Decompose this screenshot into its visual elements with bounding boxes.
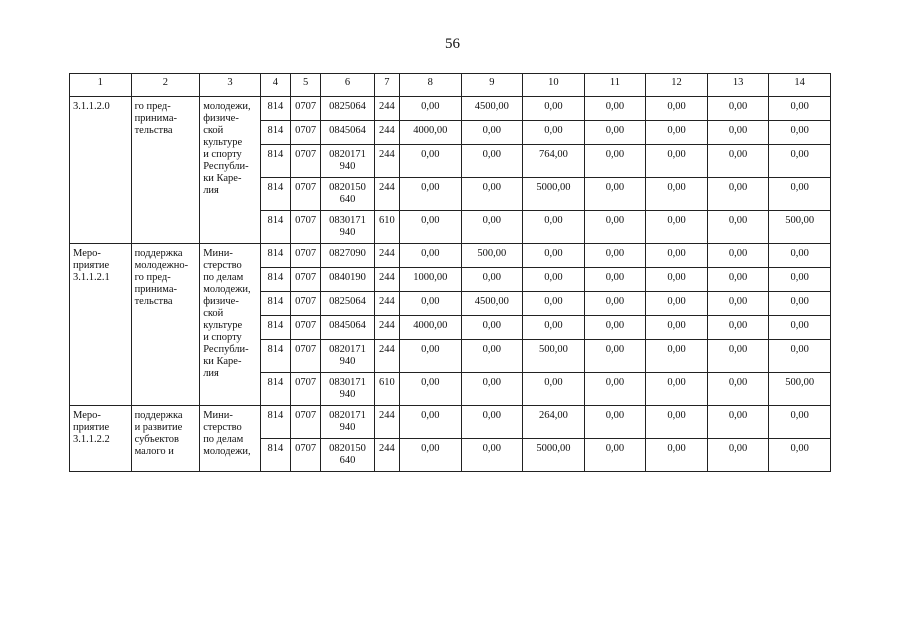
amount-cell-col-11: 0,00 [584, 292, 646, 316]
amount-cell-col-8: 0,00 [399, 406, 461, 439]
amount-cell-col-12: 0,00 [646, 292, 708, 316]
target-article-cell: 0820150 640 [321, 178, 374, 211]
amount-cell-col-11: 0,00 [584, 97, 646, 121]
amount-cell-col-13: 0,00 [707, 406, 769, 439]
amount-cell-col-8: 1000,00 [399, 268, 461, 292]
column-header-9: 9 [461, 74, 523, 97]
amount-cell-col-11: 0,00 [584, 178, 646, 211]
target-article-cell: 0825064 [321, 97, 374, 121]
amount-cell-col-9: 0,00 [461, 373, 523, 406]
section-code-cell: 0707 [291, 178, 321, 211]
expense-type-cell: 244 [374, 121, 399, 145]
amount-cell-col-10: 5000,00 [523, 178, 585, 211]
amount-cell-col-10: 0,00 [523, 211, 585, 244]
amount-cell-col-14: 0,00 [769, 292, 831, 316]
executor-cell: молодежи, физиче- ской культуре и спорту Республи- ки Каре- лия [200, 97, 261, 244]
column-header-7: 7 [374, 74, 399, 97]
amount-cell-col-10: 500,00 [523, 340, 585, 373]
column-header-3: 3 [200, 74, 261, 97]
column-header-11: 11 [584, 74, 646, 97]
amount-cell-col-10: 5000,00 [523, 439, 585, 472]
budget-admin-code-cell: 814 [260, 145, 290, 178]
budget-admin-code-cell: 814 [260, 211, 290, 244]
section-code-cell: 0707 [291, 340, 321, 373]
section-code-cell: 0707 [291, 373, 321, 406]
event-code-cell: 3.1.1.2.0 [70, 97, 132, 244]
amount-cell-col-12: 0,00 [646, 211, 708, 244]
amount-cell-col-8: 0,00 [399, 97, 461, 121]
section-code-cell: 0707 [291, 121, 321, 145]
amount-cell-col-14: 500,00 [769, 373, 831, 406]
amount-cell-col-10: 264,00 [523, 406, 585, 439]
column-header-5: 5 [291, 74, 321, 97]
amount-cell-col-12: 0,00 [646, 121, 708, 145]
amount-cell-col-11: 0,00 [584, 121, 646, 145]
amount-cell-col-10: 0,00 [523, 121, 585, 145]
column-header-4: 4 [260, 74, 290, 97]
table-body [70, 97, 831, 472]
amount-cell-col-12: 0,00 [646, 373, 708, 406]
amount-cell-col-10: 0,00 [523, 268, 585, 292]
column-header-14: 14 [769, 74, 831, 97]
amount-cell-col-9: 0,00 [461, 340, 523, 373]
expense-type-cell: 244 [374, 145, 399, 178]
target-article-cell: 0820171 940 [321, 145, 374, 178]
expense-type-cell: 244 [374, 97, 399, 121]
target-article-cell: 0830171 940 [321, 373, 374, 406]
expense-type-cell: 244 [374, 268, 399, 292]
amount-cell-col-12: 0,00 [646, 244, 708, 268]
amount-cell-col-11: 0,00 [584, 211, 646, 244]
header-row [70, 74, 831, 97]
amount-cell-col-13: 0,00 [707, 121, 769, 145]
event-code-cell: Меро- приятие 3.1.1.2.2 [70, 406, 132, 472]
table-row [70, 97, 831, 121]
amount-cell-col-11: 0,00 [584, 373, 646, 406]
amount-cell-col-10: 0,00 [523, 244, 585, 268]
target-article-cell: 0845064 [321, 121, 374, 145]
column-header-8: 8 [399, 74, 461, 97]
amount-cell-col-13: 0,00 [707, 145, 769, 178]
amount-cell-col-13: 0,00 [707, 244, 769, 268]
column-header-12: 12 [646, 74, 708, 97]
amount-cell-col-8: 0,00 [399, 244, 461, 268]
expense-type-cell: 244 [374, 439, 399, 472]
section-code-cell: 0707 [291, 439, 321, 472]
amount-cell-col-13: 0,00 [707, 373, 769, 406]
amount-cell-col-11: 0,00 [584, 406, 646, 439]
event-name-cell: поддержка молодежно- го пред- принима- тельства [131, 244, 200, 406]
amount-cell-col-8: 0,00 [399, 178, 461, 211]
expense-type-cell: 244 [374, 340, 399, 373]
amount-cell-col-14: 0,00 [769, 316, 831, 340]
section-code-cell: 0707 [291, 316, 321, 340]
amount-cell-col-13: 0,00 [707, 97, 769, 121]
target-article-cell: 0830171 940 [321, 211, 374, 244]
amount-cell-col-13: 0,00 [707, 178, 769, 211]
section-code-cell: 0707 [291, 97, 321, 121]
budget-admin-code-cell: 814 [260, 178, 290, 211]
amount-cell-col-8: 4000,00 [399, 121, 461, 145]
amount-cell-col-9: 0,00 [461, 145, 523, 178]
section-code-cell: 0707 [291, 406, 321, 439]
amount-cell-col-13: 0,00 [707, 292, 769, 316]
budget-admin-code-cell: 814 [260, 406, 290, 439]
event-code-cell: Меро- приятие 3.1.1.2.1 [70, 244, 132, 406]
section-code-cell: 0707 [291, 292, 321, 316]
budget-admin-code-cell: 814 [260, 268, 290, 292]
amount-cell-col-13: 0,00 [707, 268, 769, 292]
expense-type-cell: 244 [374, 244, 399, 268]
target-article-cell: 0820150 640 [321, 439, 374, 472]
amount-cell-col-11: 0,00 [584, 316, 646, 340]
expense-type-cell: 244 [374, 292, 399, 316]
amount-cell-col-9: 0,00 [461, 121, 523, 145]
executor-cell: Мини- стерство по делам молодежи, [200, 406, 261, 472]
amount-cell-col-9: 0,00 [461, 211, 523, 244]
executor-cell: Мини- стерство по делам молодежи, физиче- ской культуре и спорту Республи- ки Каре- лия [200, 244, 261, 406]
section-code-cell: 0707 [291, 268, 321, 292]
amount-cell-col-8: 0,00 [399, 211, 461, 244]
amount-cell-col-9: 500,00 [461, 244, 523, 268]
amount-cell-col-14: 0,00 [769, 340, 831, 373]
amount-cell-col-14: 0,00 [769, 121, 831, 145]
expense-type-cell: 244 [374, 316, 399, 340]
target-article-cell: 0820171 940 [321, 406, 374, 439]
section-code-cell: 0707 [291, 244, 321, 268]
amount-cell-col-14: 500,00 [769, 211, 831, 244]
target-article-cell: 0825064 [321, 292, 374, 316]
amount-cell-col-10: 0,00 [523, 97, 585, 121]
amount-cell-col-11: 0,00 [584, 340, 646, 373]
amount-cell-col-8: 0,00 [399, 145, 461, 178]
amount-cell-col-13: 0,00 [707, 211, 769, 244]
amount-cell-col-14: 0,00 [769, 439, 831, 472]
amount-cell-col-9: 0,00 [461, 268, 523, 292]
target-article-cell: 0827090 [321, 244, 374, 268]
amount-cell-col-12: 0,00 [646, 439, 708, 472]
amount-cell-col-14: 0,00 [769, 178, 831, 211]
budget-admin-code-cell: 814 [260, 316, 290, 340]
page-number: 56 [445, 36, 460, 52]
target-article-cell: 0845064 [321, 316, 374, 340]
event-name-cell: поддержка и развитие субъектов малого и [131, 406, 200, 472]
column-header-13: 13 [707, 74, 769, 97]
amount-cell-col-10: 0,00 [523, 373, 585, 406]
amount-cell-col-13: 0,00 [707, 316, 769, 340]
target-article-cell: 0820171 940 [321, 340, 374, 373]
budget-admin-code-cell: 814 [260, 439, 290, 472]
budget-admin-code-cell: 814 [260, 97, 290, 121]
amount-cell-col-8: 0,00 [399, 340, 461, 373]
amount-cell-col-13: 0,00 [707, 439, 769, 472]
amount-cell-col-8: 0,00 [399, 373, 461, 406]
amount-cell-col-11: 0,00 [584, 244, 646, 268]
table-row [70, 406, 831, 439]
amount-cell-col-9: 4500,00 [461, 292, 523, 316]
amount-cell-col-11: 0,00 [584, 439, 646, 472]
amount-cell-col-14: 0,00 [769, 268, 831, 292]
budget-admin-code-cell: 814 [260, 121, 290, 145]
budget-admin-code-cell: 814 [260, 244, 290, 268]
expense-type-cell: 244 [374, 178, 399, 211]
budget-admin-code-cell: 814 [260, 292, 290, 316]
amount-cell-col-13: 0,00 [707, 340, 769, 373]
budget-table [69, 73, 831, 472]
section-code-cell: 0707 [291, 145, 321, 178]
section-code-cell: 0707 [291, 211, 321, 244]
amount-cell-col-11: 0,00 [584, 268, 646, 292]
expense-type-cell: 244 [374, 406, 399, 439]
amount-cell-col-14: 0,00 [769, 145, 831, 178]
amount-cell-col-14: 0,00 [769, 244, 831, 268]
amount-cell-col-12: 0,00 [646, 97, 708, 121]
amount-cell-col-8: 0,00 [399, 439, 461, 472]
amount-cell-col-9: 0,00 [461, 406, 523, 439]
amount-cell-col-12: 0,00 [646, 406, 708, 439]
amount-cell-col-12: 0,00 [646, 145, 708, 178]
amount-cell-col-12: 0,00 [646, 268, 708, 292]
amount-cell-col-14: 0,00 [769, 97, 831, 121]
amount-cell-col-9: 0,00 [461, 439, 523, 472]
amount-cell-col-9: 0,00 [461, 316, 523, 340]
target-article-cell: 0840190 [321, 268, 374, 292]
expense-type-cell: 610 [374, 211, 399, 244]
event-name-cell: го пред- принима- тельства [131, 97, 200, 244]
expense-type-cell: 610 [374, 373, 399, 406]
amount-cell-col-9: 0,00 [461, 178, 523, 211]
amount-cell-col-8: 0,00 [399, 292, 461, 316]
column-header-2: 2 [131, 74, 200, 97]
amount-cell-col-12: 0,00 [646, 316, 708, 340]
amount-cell-col-10: 764,00 [523, 145, 585, 178]
column-header-6: 6 [321, 74, 374, 97]
column-header-1: 1 [70, 74, 132, 97]
amount-cell-col-11: 0,00 [584, 145, 646, 178]
amount-cell-col-14: 0,00 [769, 406, 831, 439]
column-header-10: 10 [523, 74, 585, 97]
table-row [70, 244, 831, 268]
budget-admin-code-cell: 814 [260, 373, 290, 406]
amount-cell-col-10: 0,00 [523, 316, 585, 340]
amount-cell-col-12: 0,00 [646, 340, 708, 373]
amount-cell-col-12: 0,00 [646, 178, 708, 211]
amount-cell-col-8: 4000,00 [399, 316, 461, 340]
amount-cell-col-9: 4500,00 [461, 97, 523, 121]
amount-cell-col-10: 0,00 [523, 292, 585, 316]
budget-admin-code-cell: 814 [260, 340, 290, 373]
